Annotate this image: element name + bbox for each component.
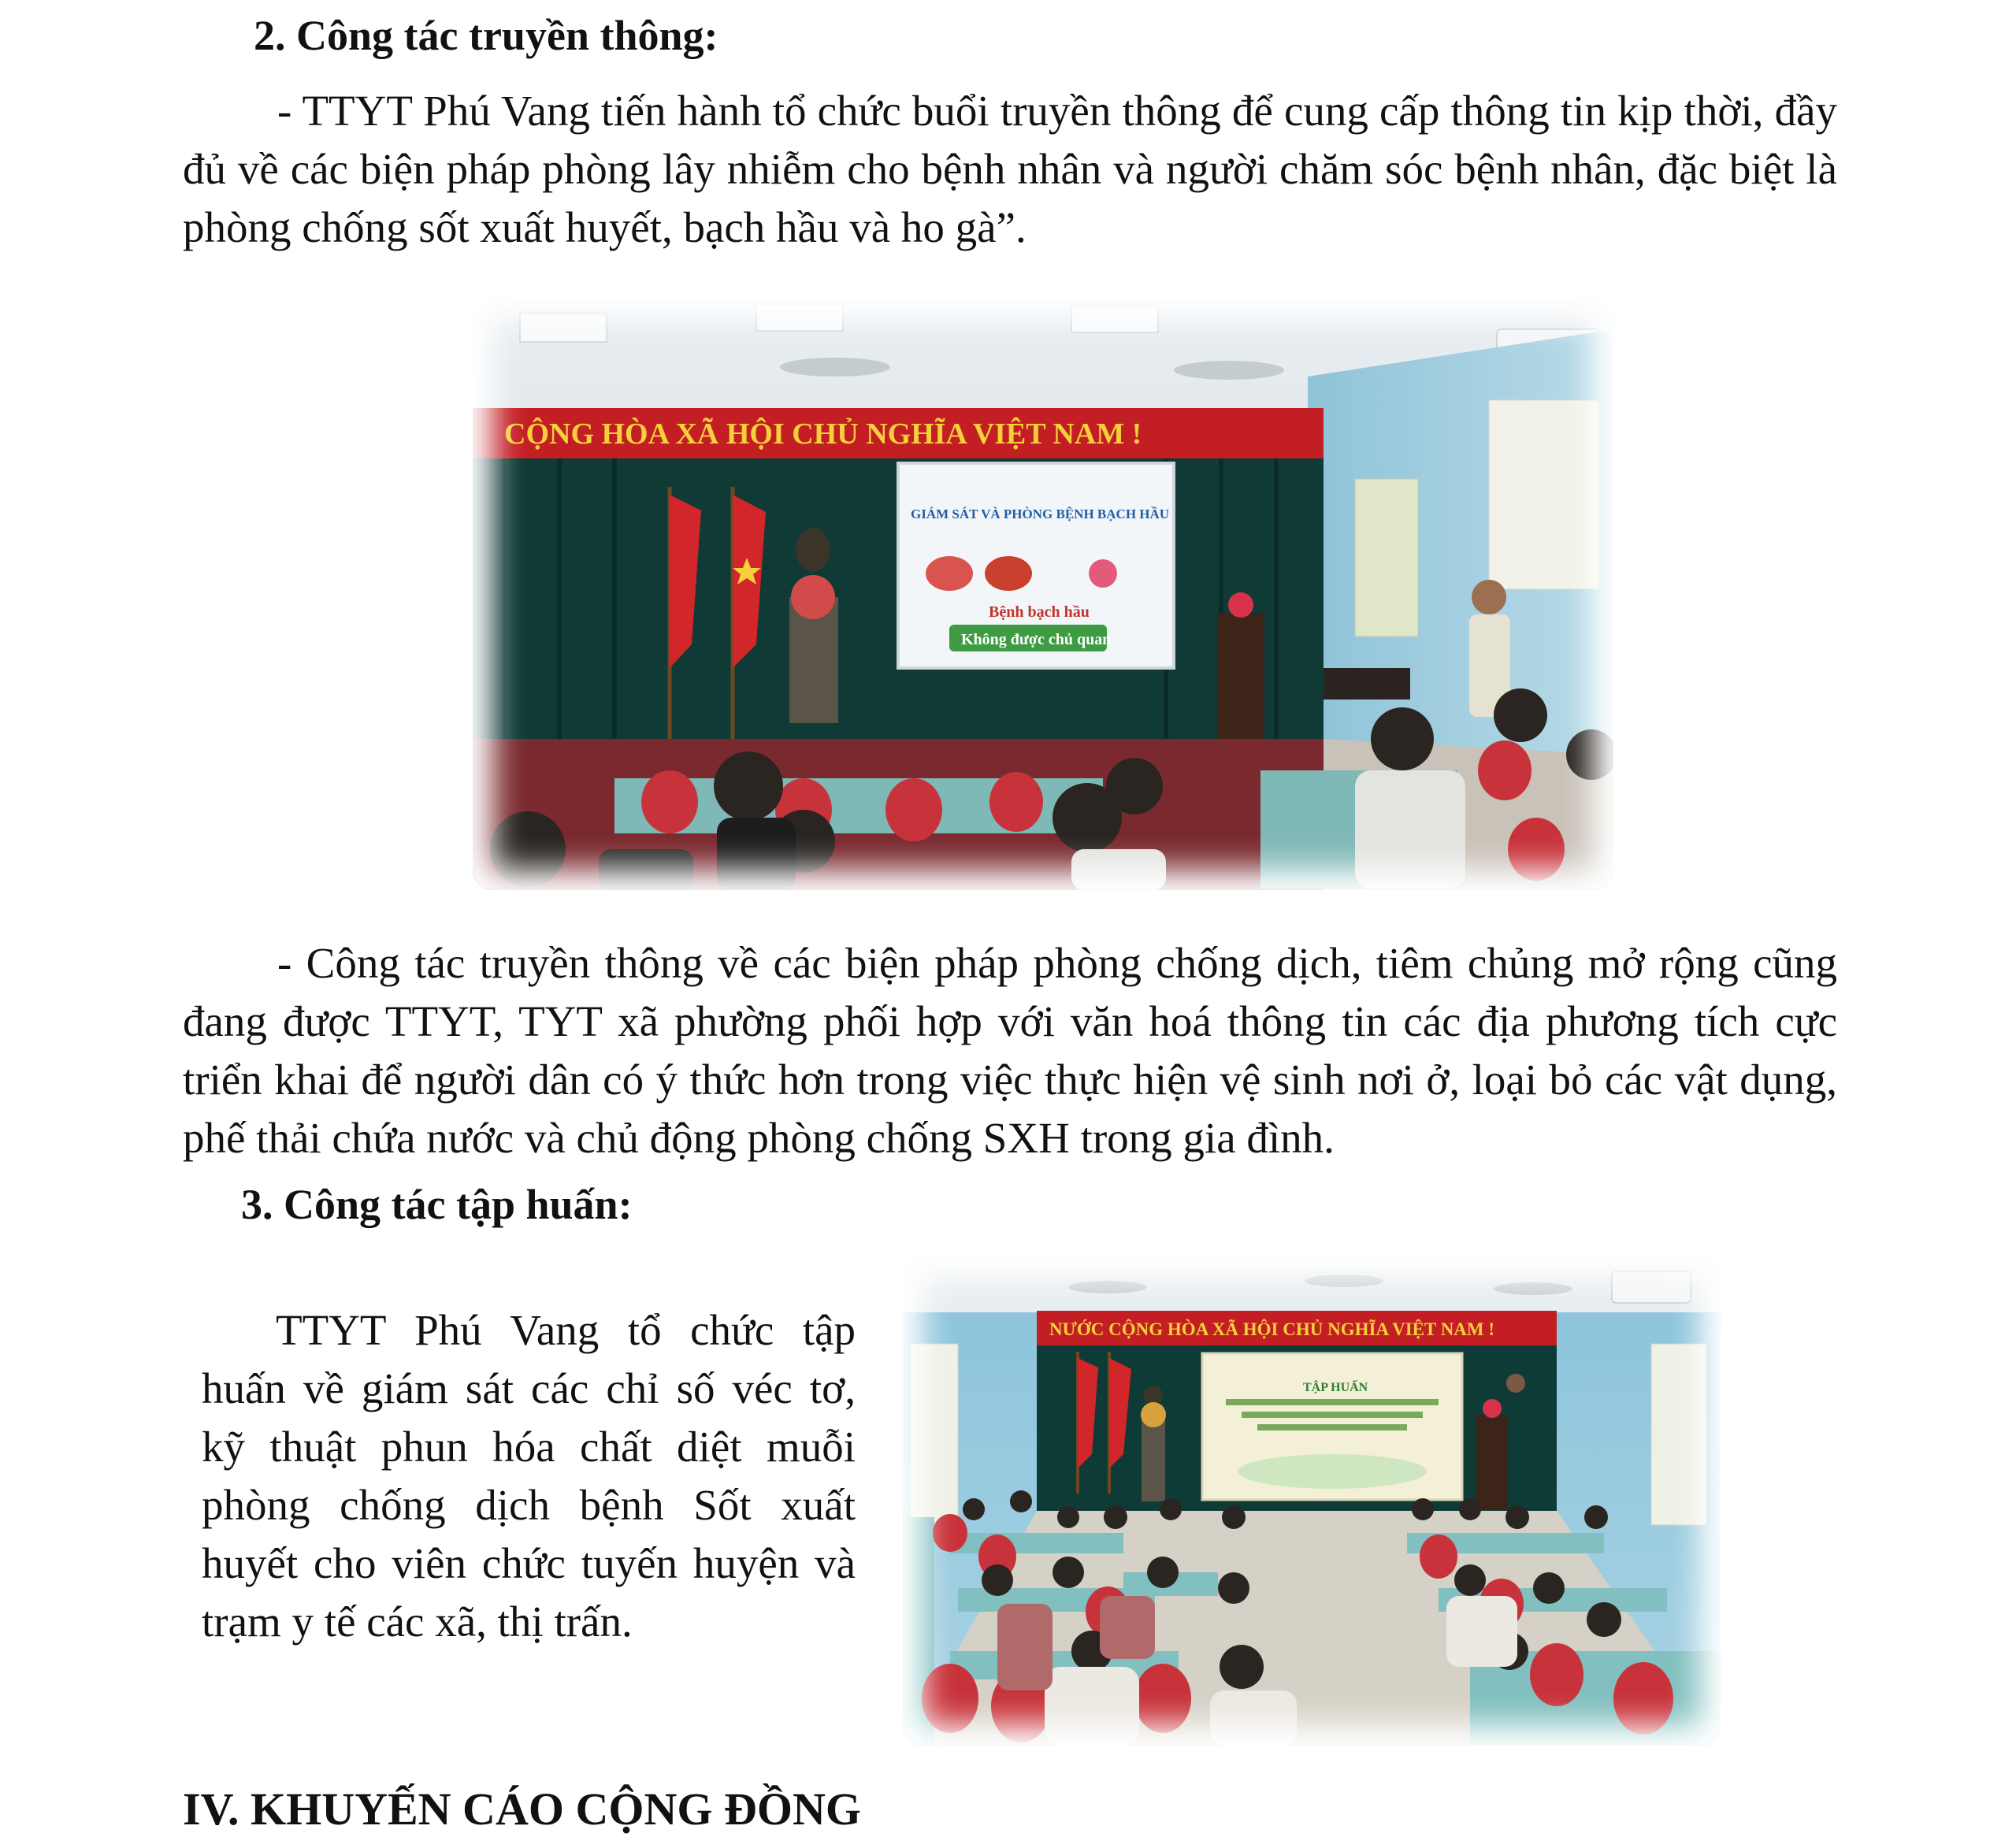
photo-2-banner: NƯỚC CỘNG HÒA XÃ HỘI CHỦ NGHĨA VIỆT NAM ! [1049,1319,1495,1339]
paragraph-communication-2-text: - Công tác truyền thông về các biện pháp phòng chống dịch, tiêm chủng mở rộng cũng đang được TTYT, TYT xã phường phối hợp với văn hoá thông tin các địa phương tích cực triển khai để người dân có ý thức hơn trong việc thực hiện vệ sinh nơi ở, loại bỏ các vật dụng, phế thải chứa nước và chủ động phòng chống SXH trong gia đình. [183,939,1837,1162]
paragraph-communication-2 [183,934,1837,1167]
paragraph-training-text: TTYT Phú Vang tổ chức tập huấn về giám sát các chỉ số véc tơ, kỹ thuật phun hóa chất diệt muỗi phòng chống dịch bệnh Sốt xuất huyết cho viên chức tuyến huyện và trạm y tế các xã, thị trấn. [202,1306,856,1646]
section-2-heading: 2. Công tác truyền thông: [254,12,718,59]
paragraph-communication-text: - TTYT Phú Vang tiến hành tổ chức buổi truyền thông để cung cấp thông tin kịp thời, đầy đủ về các biện pháp phòng lây nhiễm cho bệnh nhân và người chăm sóc bệnh nhân, đặc biệt là phòng chống sốt xuất huyết, bạch hầu và ho gà”. [183,87,1837,251]
photo-1-banner: CỘNG HÒA XÃ HỘI CHỦ NGHĨA VIỆT NAM ! [504,417,1142,451]
photo-2-slide-title: TẬP HUẤN [1303,1381,1368,1394]
communication-session-photo [473,298,1613,890]
training-session-photo [903,1257,1721,1746]
photo-1-scene [473,298,1613,890]
section-3-heading: 3. Công tác tập huấn: [241,1181,633,1228]
paragraph-communication [183,82,1837,257]
photo-2-scene [903,1257,1721,1746]
section-4-heading: IV. KHUYẾN CÁO CỘNG ĐỒNG [183,1783,861,1835]
paragraph-training [202,1301,856,1651]
photo-1-slide-caption: Không được chủ quan [961,631,1112,648]
photo-1-slide-title: GIÁM SÁT VÀ PHÒNG BỆNH BẠCH HẦU [911,507,1170,521]
photo-1-slide-disease: Bệnh bạch hầu [989,603,1090,621]
